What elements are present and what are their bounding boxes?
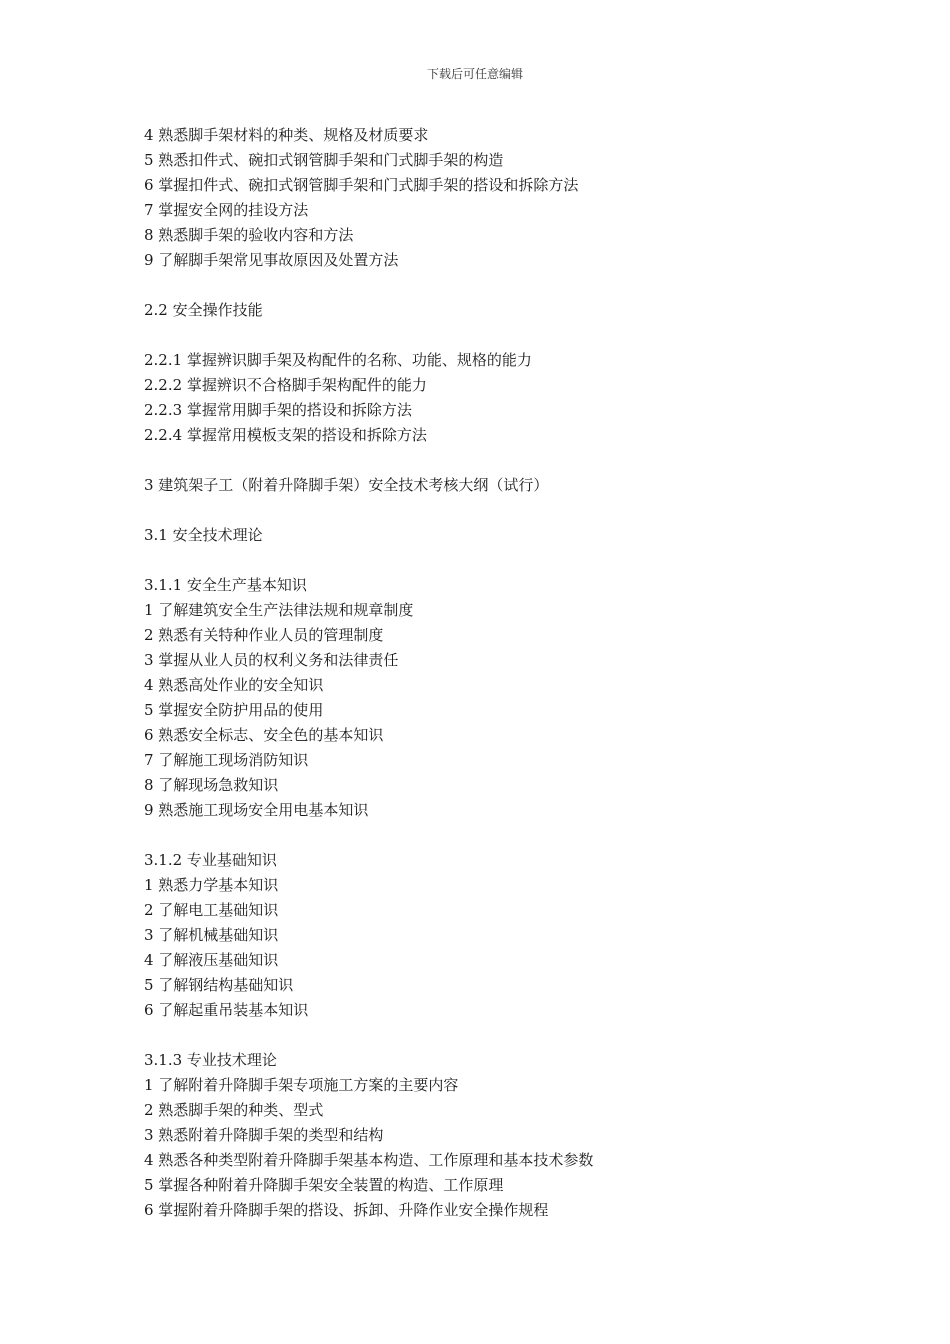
- list-item: 8 熟悉脚手架的验收内容和方法: [144, 226, 354, 244]
- list-item: 8 了解现场急救知识: [144, 776, 279, 794]
- section-heading-3-1: 3.1 安全技术理论: [144, 526, 263, 544]
- list-item: 9 熟悉施工现场安全用电基本知识: [144, 801, 369, 819]
- list-block-2-2: [144, 348, 864, 448]
- list-item: 5 了解钢结构基础知识: [144, 976, 294, 994]
- list-item: 3 了解机械基础知识: [144, 926, 279, 944]
- list-item: 3 掌握从业人员的权利义务和法律责任: [144, 651, 399, 669]
- spacer: [144, 273, 864, 298]
- list-item: 4 了解液压基础知识: [144, 951, 279, 969]
- list-item: 2 熟悉有关特种作业人员的管理制度: [144, 626, 384, 644]
- section-heading-3-1-2: 3.1.2 专业基础知识: [144, 851, 277, 869]
- list-item: 3 熟悉附着升降脚手架的类型和结构: [144, 1126, 384, 1144]
- list-block-3-1-2: [144, 873, 864, 1023]
- list-item: 2 熟悉脚手架的种类、型式: [144, 1101, 324, 1119]
- list-item: 2.2.1 掌握辨识脚手架及构配件的名称、功能、规格的能力: [144, 351, 532, 369]
- list-item: 2 了解电工基础知识: [144, 901, 279, 919]
- list-item: 1 熟悉力学基本知识: [144, 876, 279, 894]
- list-item: 2.2.4 掌握常用模板支架的搭设和拆除方法: [144, 426, 427, 444]
- list-block-3-1-1: [144, 598, 864, 823]
- list-block-3-1-3: [144, 1073, 864, 1223]
- spacer: [144, 823, 864, 848]
- list-item: 6 了解起重吊装基本知识: [144, 1001, 309, 1019]
- list-item: 6 掌握扣件式、碗扣式钢管脚手架和门式脚手架的搭设和拆除方法: [144, 176, 579, 194]
- section-heading-3-1-3: 3.1.3 专业技术理论: [144, 1051, 277, 1069]
- list-item: 9 了解脚手架常见事故原因及处置方法: [144, 251, 399, 269]
- document-body: [144, 123, 864, 1223]
- section-heading-3: 3 建筑架子工（附着升降脚手架）安全技术考核大纲（试行）: [144, 476, 549, 494]
- section-heading-2-2: 2.2 安全操作技能: [144, 301, 263, 319]
- list-item: 4 熟悉高处作业的安全知识: [144, 676, 324, 694]
- spacer: [144, 323, 864, 348]
- spacer: [144, 498, 864, 523]
- spacer: [144, 448, 864, 473]
- list-item: 1 了解建筑安全生产法律法规和规章制度: [144, 601, 414, 619]
- list-item: 2.2.3 掌握常用脚手架的搭设和拆除方法: [144, 401, 412, 419]
- list-item: 7 了解施工现场消防知识: [144, 751, 309, 769]
- spacer: [144, 548, 864, 573]
- page-header: 下载后可任意编辑: [426, 67, 523, 81]
- list-item: 2.2.2 掌握辨识不合格脚手架构配件的能力: [144, 376, 427, 394]
- list-item: 7 掌握安全网的挂设方法: [144, 201, 309, 219]
- section-heading-3-1-1: 3.1.1 安全生产基本知识: [144, 576, 307, 594]
- list-item: 5 掌握各种附着升降脚手架安全装置的构造、工作原理: [144, 1176, 504, 1194]
- list-item: 5 熟悉扣件式、碗扣式钢管脚手架和门式脚手架的构造: [144, 151, 504, 169]
- list-item: 6 掌握附着升降脚手架的搭设、拆卸、升降作业安全操作规程: [144, 1201, 549, 1219]
- list-item: 6 熟悉安全标志、安全色的基本知识: [144, 726, 384, 744]
- spacer: [144, 1023, 864, 1048]
- list-item: 5 掌握安全防护用品的使用: [144, 701, 324, 719]
- list-item: 1 了解附着升降脚手架专项施工方案的主要内容: [144, 1076, 459, 1094]
- list-item: 4 熟悉各种类型附着升降脚手架基本构造、工作原理和基本技术参数: [144, 1151, 594, 1169]
- list-item: 4 熟悉脚手架材料的种类、规格及材质要求: [144, 126, 429, 144]
- list-block-2-1-items: [144, 123, 864, 273]
